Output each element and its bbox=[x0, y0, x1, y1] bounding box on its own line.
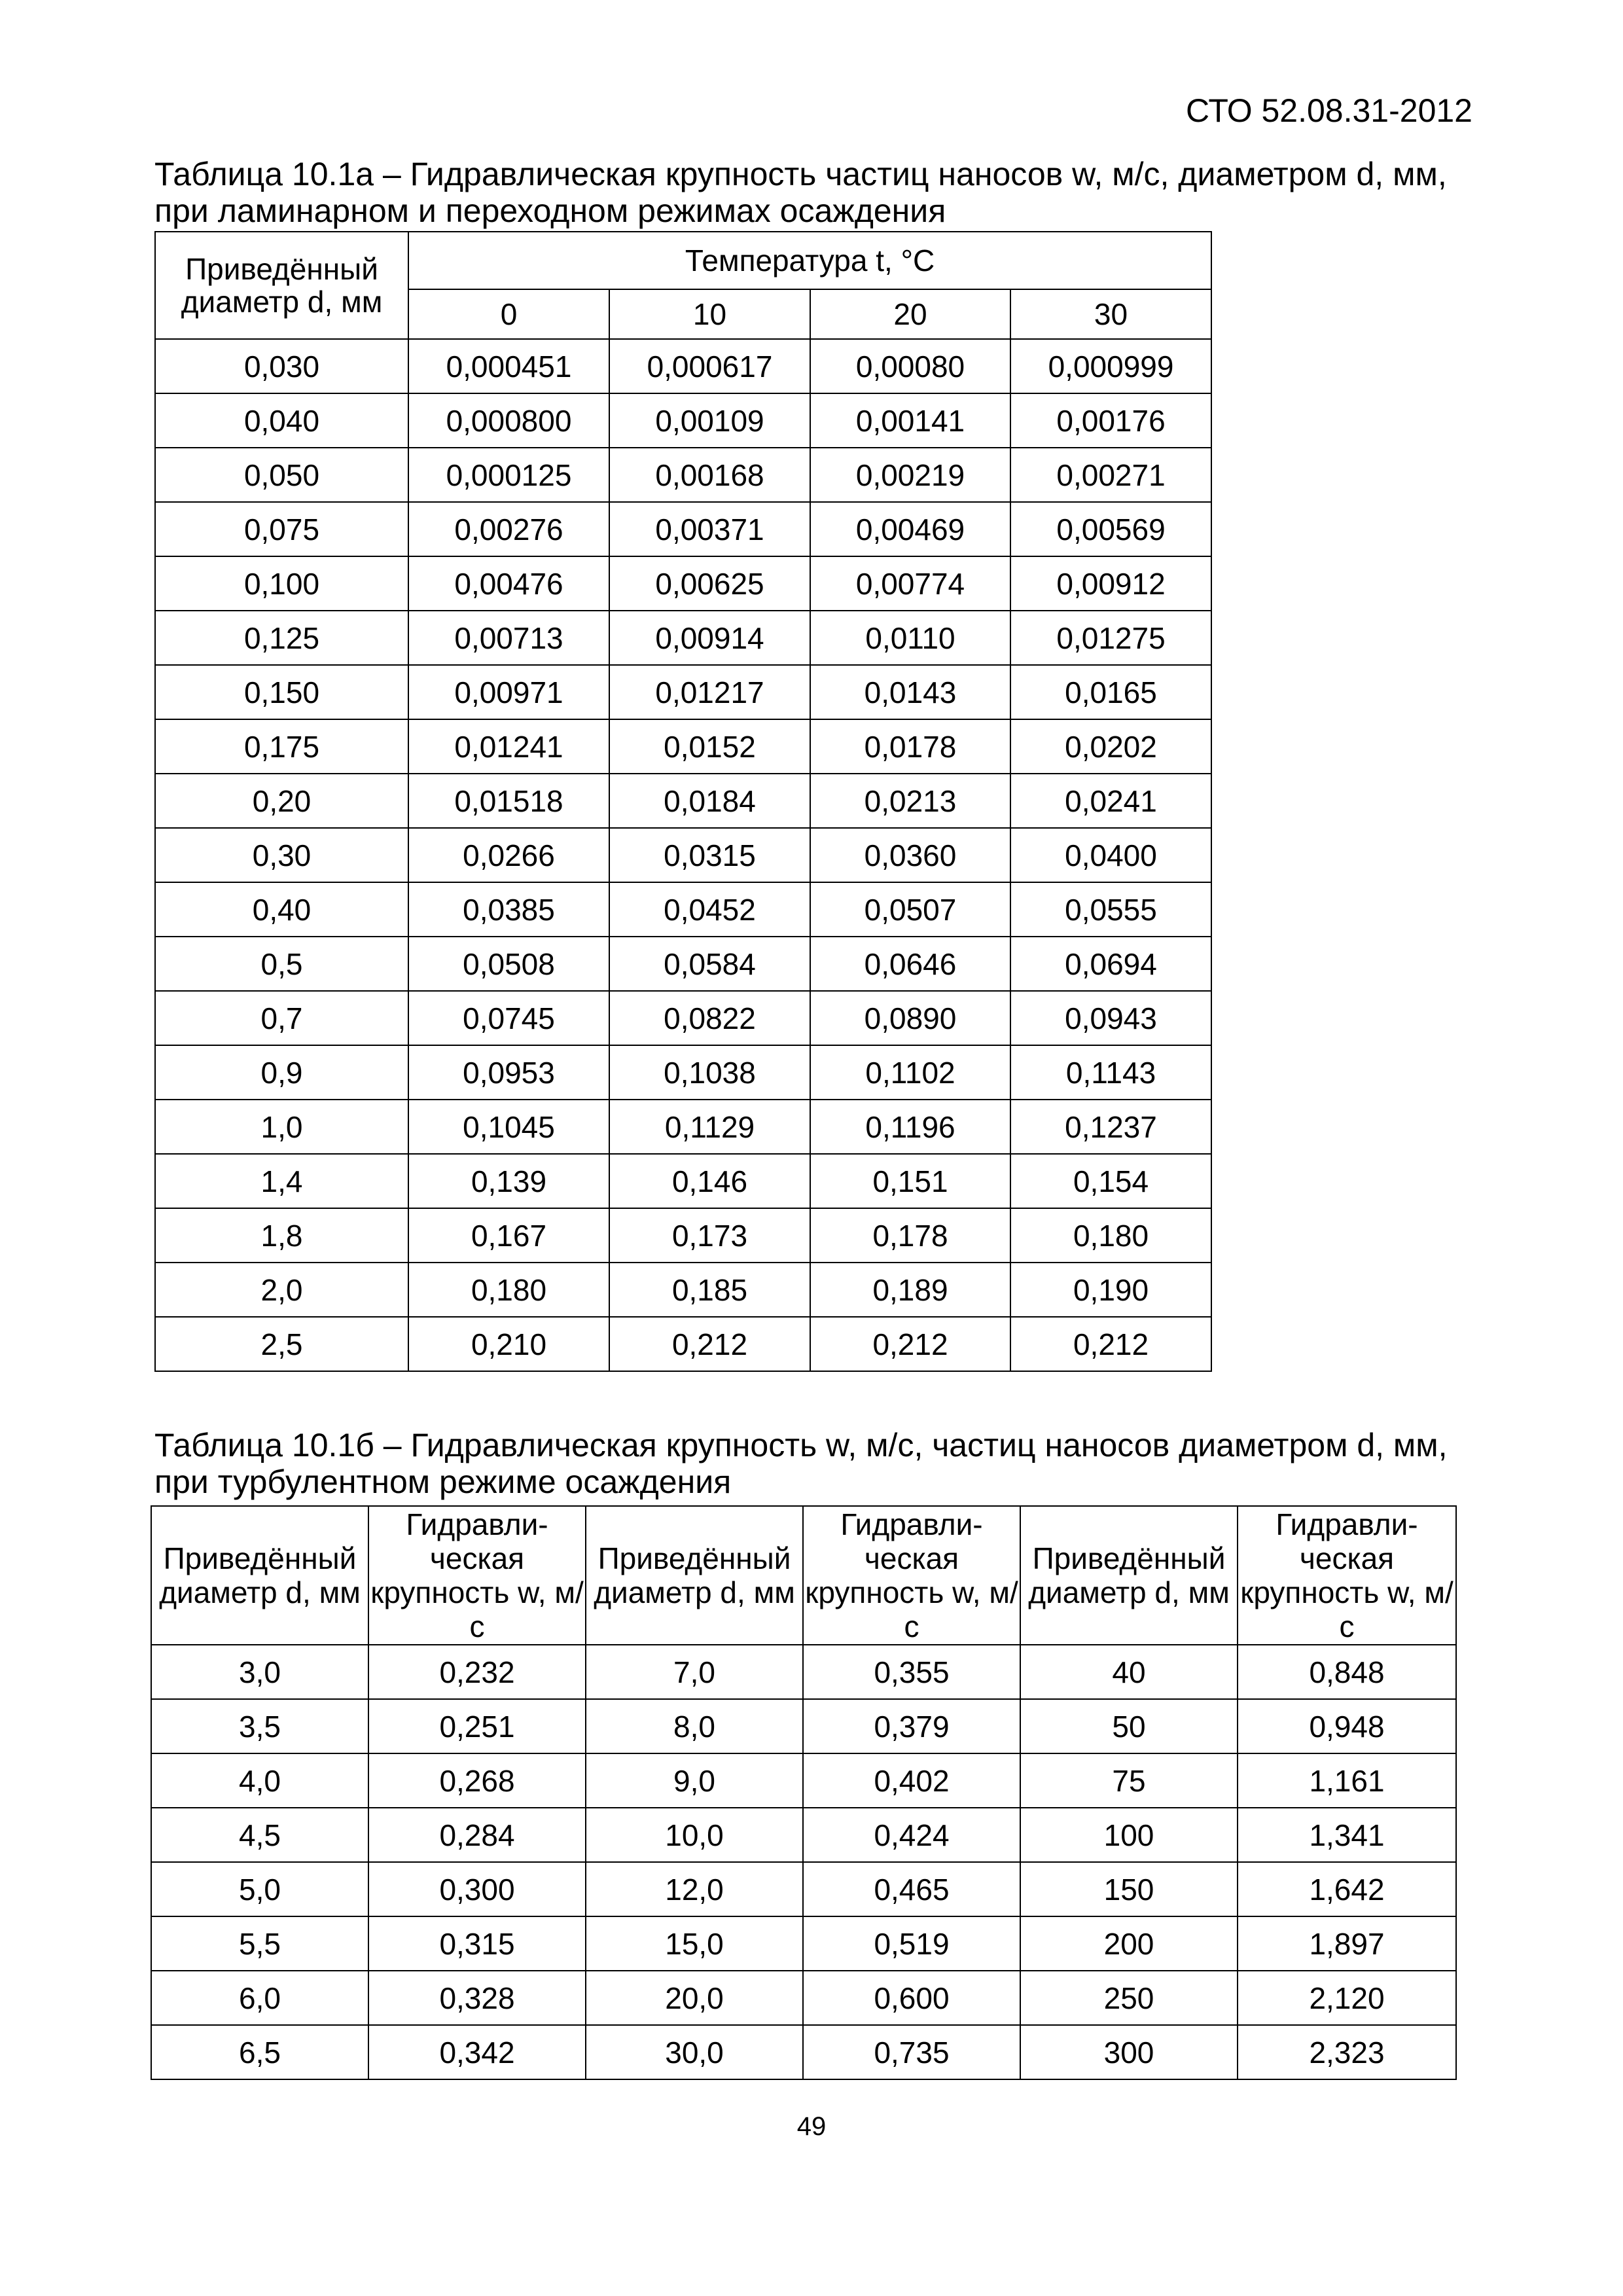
table-cell: 0,300 bbox=[368, 1862, 586, 1916]
table-cell: 0,040 bbox=[155, 393, 408, 448]
table-a-caption: Таблица 10.1а – Гидравлическая крупность частиц наносов w, м/с, диаметром d, мм, при ламинарном и переходном режимах осаждения bbox=[154, 156, 1447, 229]
table-cell: 0,00168 bbox=[609, 448, 810, 502]
table-cell: 0,0178 bbox=[810, 719, 1010, 774]
table-cell: 0,315 bbox=[368, 1916, 586, 1971]
table-row bbox=[151, 1971, 1456, 2025]
table-cell: 0,0890 bbox=[810, 991, 1010, 1045]
table-cell: 0,5 bbox=[155, 937, 408, 991]
temperature-column-header: 0 bbox=[408, 289, 609, 339]
table-cell: 0,0452 bbox=[609, 882, 810, 937]
table-row bbox=[151, 1916, 1456, 1971]
table-row bbox=[151, 1645, 1456, 1699]
diameter-column-header: Приведённый диаметр d, мм bbox=[586, 1506, 803, 1645]
table-cell: 0,735 bbox=[803, 2025, 1020, 2079]
table-cell: 0,0241 bbox=[1010, 774, 1211, 828]
table-cell: 0,0385 bbox=[408, 882, 609, 937]
velocity-column-header: Гидравли-ческая крупность w, м/с bbox=[368, 1506, 586, 1645]
table-cell: 0,465 bbox=[803, 1862, 1020, 1916]
table-cell: 0,189 bbox=[810, 1263, 1010, 1317]
table-cell: 6,0 bbox=[151, 1971, 368, 2025]
table-cell: 200 bbox=[1020, 1916, 1238, 1971]
diameter-column-header: Приведённый диаметр d, мм bbox=[151, 1506, 368, 1645]
table-cell: 0,0143 bbox=[810, 665, 1010, 719]
table-cell: 0,00912 bbox=[1010, 556, 1211, 611]
table-row bbox=[155, 1045, 1211, 1100]
table-cell: 0,379 bbox=[803, 1699, 1020, 1753]
table-cell: 0,075 bbox=[155, 502, 408, 556]
table-row bbox=[155, 393, 1211, 448]
table-cell: 0,7 bbox=[155, 991, 408, 1045]
page-number: 49 bbox=[796, 2112, 827, 2141]
table-cell: 0,180 bbox=[1010, 1208, 1211, 1263]
table-cell: 0,00271 bbox=[1010, 448, 1211, 502]
table-cell: 50 bbox=[1020, 1699, 1238, 1753]
table-row bbox=[151, 1753, 1456, 1808]
table-cell: 0,185 bbox=[609, 1263, 810, 1317]
table-cell: 0,268 bbox=[368, 1753, 586, 1808]
table-cell: 0,0184 bbox=[609, 774, 810, 828]
table-cell: 0,00371 bbox=[609, 502, 810, 556]
table-cell: 150 bbox=[1020, 1862, 1238, 1916]
table-cell: 0,151 bbox=[810, 1154, 1010, 1208]
table-row bbox=[155, 719, 1211, 774]
table-cell: 0,0507 bbox=[810, 882, 1010, 937]
table-cell: 7,0 bbox=[586, 1645, 803, 1699]
table-cell: 0,0584 bbox=[609, 937, 810, 991]
table-cell: 0,167 bbox=[408, 1208, 609, 1263]
table-cell: 0,175 bbox=[155, 719, 408, 774]
velocity-column-header: Гидравли-ческая крупность w, м/с bbox=[803, 1506, 1020, 1645]
table-cell: 0,000125 bbox=[408, 448, 609, 502]
table-cell: 0,00080 bbox=[810, 339, 1010, 393]
table-cell: 3,5 bbox=[151, 1699, 368, 1753]
table-cell: 0,00176 bbox=[1010, 393, 1211, 448]
table-cell: 1,161 bbox=[1238, 1753, 1456, 1808]
table-b-caption: Таблица 10.1б – Гидравлическая крупность w, м/с, частиц наносов диаметром d, мм, при турбулентном режиме осаждения bbox=[154, 1427, 1448, 1500]
table-cell: 0,01518 bbox=[408, 774, 609, 828]
table-cell: 0,00713 bbox=[408, 611, 609, 665]
table-row bbox=[155, 828, 1211, 882]
table-cell: 0,000999 bbox=[1010, 339, 1211, 393]
table-cell: 0,0165 bbox=[1010, 665, 1211, 719]
table-cell: 0,0822 bbox=[609, 991, 810, 1045]
temperature-column-header: 10 bbox=[609, 289, 810, 339]
table-row bbox=[155, 1317, 1211, 1371]
table-cell: 0,210 bbox=[408, 1317, 609, 1371]
table-cell: 0,173 bbox=[609, 1208, 810, 1263]
table-cell: 0,251 bbox=[368, 1699, 586, 1753]
table-cell: 0,355 bbox=[803, 1645, 1020, 1699]
table-cell: 0,030 bbox=[155, 339, 408, 393]
table-row bbox=[151, 1699, 1456, 1753]
table-cell: 0,00625 bbox=[609, 556, 810, 611]
table-cell: 0,180 bbox=[408, 1263, 609, 1317]
table-b-body bbox=[151, 1645, 1456, 2079]
table-cell: 0,000451 bbox=[408, 339, 609, 393]
table-cell: 0,0694 bbox=[1010, 937, 1211, 991]
table-cell: 2,5 bbox=[155, 1317, 408, 1371]
table-cell: 0,00276 bbox=[408, 502, 609, 556]
table-row bbox=[155, 774, 1211, 828]
table-cell: 0,050 bbox=[155, 448, 408, 502]
table-cell: 0,0213 bbox=[810, 774, 1010, 828]
table-cell: 0,139 bbox=[408, 1154, 609, 1208]
table-cell: 2,323 bbox=[1238, 2025, 1456, 2079]
table-cell: 1,642 bbox=[1238, 1862, 1456, 1916]
table-cell: 0,00971 bbox=[408, 665, 609, 719]
table-cell: 0,212 bbox=[810, 1317, 1010, 1371]
velocity-column-header: Гидравли-ческая крупность w, м/с bbox=[1238, 1506, 1456, 1645]
table-row bbox=[155, 1154, 1211, 1208]
table-cell: 250 bbox=[1020, 1971, 1238, 2025]
table-cell: 0,328 bbox=[368, 1971, 586, 2025]
table-cell: 0,0202 bbox=[1010, 719, 1211, 774]
table-cell: 0,00774 bbox=[810, 556, 1010, 611]
table-cell: 0,000800 bbox=[408, 393, 609, 448]
table-cell: 0,00469 bbox=[810, 502, 1010, 556]
table-cell: 0,402 bbox=[803, 1753, 1020, 1808]
table-cell: 1,897 bbox=[1238, 1916, 1456, 1971]
table-cell: 0,948 bbox=[1238, 1699, 1456, 1753]
table-cell: 2,0 bbox=[155, 1263, 408, 1317]
table-cell: 8,0 bbox=[586, 1699, 803, 1753]
table-cell: 0,0266 bbox=[408, 828, 609, 882]
table-cell: 9,0 bbox=[586, 1753, 803, 1808]
table-row bbox=[155, 611, 1211, 665]
table-cell: 0,190 bbox=[1010, 1263, 1211, 1317]
table-cell: 0,1129 bbox=[609, 1100, 810, 1154]
table-cell: 0,146 bbox=[609, 1154, 810, 1208]
table-cell: 0,519 bbox=[803, 1916, 1020, 1971]
table-cell: 0,154 bbox=[1010, 1154, 1211, 1208]
table-cell: 0,1143 bbox=[1010, 1045, 1211, 1100]
table-cell: 3,0 bbox=[151, 1645, 368, 1699]
temperature-column-header: 20 bbox=[810, 289, 1010, 339]
table-cell: 0,000617 bbox=[609, 339, 810, 393]
table-cell: 20,0 bbox=[586, 1971, 803, 2025]
table-cell: 0,178 bbox=[810, 1208, 1010, 1263]
table-cell: 0,100 bbox=[155, 556, 408, 611]
document-code: СТО 52.08.31-2012 bbox=[1185, 92, 1472, 129]
table-cell: 1,0 bbox=[155, 1100, 408, 1154]
diameter-column-header: Приведённый диаметр d, мм bbox=[1020, 1506, 1238, 1645]
temperature-header: Температура t, °С bbox=[408, 232, 1211, 289]
table-cell: 2,120 bbox=[1238, 1971, 1456, 2025]
table-cell: 40 bbox=[1020, 1645, 1238, 1699]
table-cell: 0,0110 bbox=[810, 611, 1010, 665]
table-cell: 300 bbox=[1020, 2025, 1238, 2079]
table-cell: 1,341 bbox=[1238, 1808, 1456, 1862]
table-cell: 0,0943 bbox=[1010, 991, 1211, 1045]
table-cell: 0,30 bbox=[155, 828, 408, 882]
table-cell: 5,5 bbox=[151, 1916, 368, 1971]
table-cell: 0,600 bbox=[803, 1971, 1020, 2025]
table-cell: 0,00914 bbox=[609, 611, 810, 665]
table-cell: 0,20 bbox=[155, 774, 408, 828]
table-cell: 0,0508 bbox=[408, 937, 609, 991]
table-b bbox=[151, 1505, 1457, 2080]
table-cell: 0,00141 bbox=[810, 393, 1010, 448]
table-row bbox=[155, 502, 1211, 556]
table-row bbox=[155, 991, 1211, 1045]
table-cell: 0,40 bbox=[155, 882, 408, 937]
table-cell: 0,0745 bbox=[408, 991, 609, 1045]
table-row bbox=[155, 556, 1211, 611]
table-cell: 0,848 bbox=[1238, 1645, 1456, 1699]
table-a bbox=[154, 231, 1212, 1372]
table-cell: 0,342 bbox=[368, 2025, 586, 2079]
table-row bbox=[151, 2025, 1456, 2079]
table-cell: 1,4 bbox=[155, 1154, 408, 1208]
table-cell: 0,1196 bbox=[810, 1100, 1010, 1154]
table-cell: 0,00476 bbox=[408, 556, 609, 611]
table-cell: 0,01241 bbox=[408, 719, 609, 774]
table-cell: 0,0315 bbox=[609, 828, 810, 882]
diameter-column-header: Приведённый диаметр d, мм bbox=[155, 232, 408, 339]
table-row bbox=[155, 339, 1211, 393]
table-a-body bbox=[155, 339, 1211, 1371]
table-row bbox=[155, 665, 1211, 719]
table-cell: 5,0 bbox=[151, 1862, 368, 1916]
table-cell: 0,1045 bbox=[408, 1100, 609, 1154]
table-cell: 6,5 bbox=[151, 2025, 368, 2079]
table-row bbox=[155, 448, 1211, 502]
table-cell: 0,9 bbox=[155, 1045, 408, 1100]
table-cell: 0,00109 bbox=[609, 393, 810, 448]
table-cell: 0,0152 bbox=[609, 719, 810, 774]
table-cell: 0,284 bbox=[368, 1808, 586, 1862]
table-cell: 0,1038 bbox=[609, 1045, 810, 1100]
table-cell: 10,0 bbox=[586, 1808, 803, 1862]
table-cell: 4,0 bbox=[151, 1753, 368, 1808]
table-cell: 0,01217 bbox=[609, 665, 810, 719]
table-cell: 0,232 bbox=[368, 1645, 586, 1699]
table-cell: 0,0360 bbox=[810, 828, 1010, 882]
table-cell: 0,150 bbox=[155, 665, 408, 719]
table-cell: 30,0 bbox=[586, 2025, 803, 2079]
table-cell: 0,1102 bbox=[810, 1045, 1010, 1100]
table-cell: 0,212 bbox=[1010, 1317, 1211, 1371]
table-cell: 0,00219 bbox=[810, 448, 1010, 502]
table-cell: 0,1237 bbox=[1010, 1100, 1211, 1154]
table-cell: 0,0400 bbox=[1010, 828, 1211, 882]
table-row bbox=[155, 882, 1211, 937]
table-cell: 0,212 bbox=[609, 1317, 810, 1371]
table-cell: 100 bbox=[1020, 1808, 1238, 1862]
table-row bbox=[155, 1208, 1211, 1263]
table-row bbox=[151, 1808, 1456, 1862]
table-cell: 0,00569 bbox=[1010, 502, 1211, 556]
table-cell: 0,125 bbox=[155, 611, 408, 665]
table-cell: 0,0953 bbox=[408, 1045, 609, 1100]
table-cell: 75 bbox=[1020, 1753, 1238, 1808]
table-cell: 0,0555 bbox=[1010, 882, 1211, 937]
table-row bbox=[155, 1263, 1211, 1317]
table-cell: 12,0 bbox=[586, 1862, 803, 1916]
table-cell: 4,5 bbox=[151, 1808, 368, 1862]
table-cell: 0,424 bbox=[803, 1808, 1020, 1862]
table-cell: 0,01275 bbox=[1010, 611, 1211, 665]
table-cell: 15,0 bbox=[586, 1916, 803, 1971]
table-row bbox=[155, 1100, 1211, 1154]
table-cell: 1,8 bbox=[155, 1208, 408, 1263]
temperature-column-header: 30 bbox=[1010, 289, 1211, 339]
table-cell: 0,0646 bbox=[810, 937, 1010, 991]
table-row bbox=[151, 1862, 1456, 1916]
table-row bbox=[155, 937, 1211, 991]
